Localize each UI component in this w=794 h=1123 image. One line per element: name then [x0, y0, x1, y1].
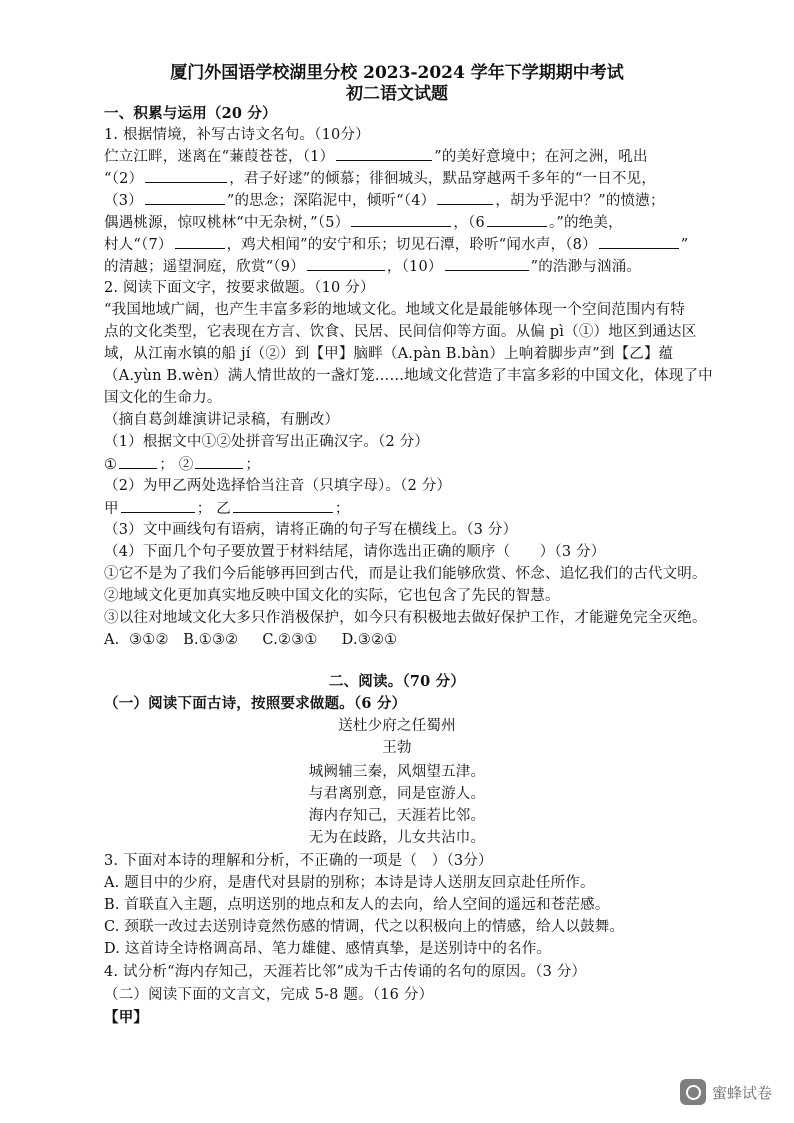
q3-option-c: C. 颈联一改过去送别诗竟然伤感的情调，代之以积极向上的情感，给人以鼓舞。	[104, 919, 625, 935]
text: ，君子好逑”的倾慕；徘徊城头，默品穿越两千多年的“一日不见，	[229, 171, 657, 187]
watermark	[680, 1079, 772, 1105]
text: ”	[680, 237, 689, 253]
text: ； 乙	[196, 501, 231, 517]
question-2-prompt: 2. 阅读下面文字，按要求做题。（10 分）	[104, 280, 375, 296]
poem-line: 海内存知己，天涯若比邻。	[308, 808, 486, 824]
exam-subtitle: 初二语文试题	[346, 84, 448, 104]
answer-blank[interactable]	[145, 190, 225, 205]
answer-blank[interactable]	[599, 234, 679, 249]
text: ；	[245, 457, 261, 473]
answer-blank[interactable]	[233, 498, 333, 513]
q1-line-1	[104, 146, 694, 167]
sub-question-2-answers	[104, 498, 694, 519]
option-sentence: ③以往对地域文化大多只作消极保护，如今只有积极地去做好保护工作，才能避免完全灭绝。	[104, 610, 707, 626]
text: （3）	[104, 193, 143, 209]
text: ，鸡犬相闻”的安宁和乐；切见石潭，聆听“闻水声，（8）	[226, 237, 597, 253]
text: ，（6	[453, 215, 485, 231]
passage-line: 国文化的生命力。	[104, 390, 222, 406]
answer-blank[interactable]	[175, 234, 225, 249]
text: 村人“（7）	[104, 237, 173, 253]
sub-question-4: （4）下面几个句子要放置于材料结尾，请你选出正确的顺序（ ）（3 分）	[104, 544, 606, 560]
text: ①	[104, 457, 118, 473]
answer-blank[interactable]	[437, 190, 493, 205]
bee-logo-icon	[680, 1079, 706, 1105]
text: ”的美好意境中；在河之洲，吼出	[434, 149, 648, 165]
subsection-heading: （二）阅读下面的文言文，完成 5-8 题。（16 分）	[104, 987, 434, 1003]
text: ”的思念；深陷泥中，倾听“（4）	[226, 193, 436, 209]
exam-title: 厦门外国语学校湖里分校 2023-2024 学年下学期期中考试	[170, 63, 624, 83]
answer-blank[interactable]	[487, 212, 547, 227]
answer-blank[interactable]	[119, 454, 157, 469]
passage-line: 点的文化类型，它表现在方言、饮食、民居、民间信仰等方面。从偏 pì（①）地区到通达区	[104, 324, 697, 340]
subsection-heading: （一）阅读下面古诗，按照要求做题。（6 分）	[104, 695, 407, 712]
poem-title: 送杜少府之任蜀州	[338, 718, 456, 734]
section-heading-1: 一、积累与运用（20 分）	[104, 105, 277, 122]
q1-line-6	[104, 256, 694, 277]
q1-line-3	[104, 190, 694, 211]
q1-line-2	[104, 168, 694, 189]
sub-question-1: （1）根据文中①②处拼音写出正确汉字。（2 分）	[104, 434, 430, 450]
poem-author: 王勃	[382, 740, 412, 756]
answer-blank[interactable]	[145, 168, 227, 183]
answer-blank[interactable]	[445, 256, 529, 271]
q1-line-4	[104, 212, 694, 233]
option-sentence: ②地域文化更加真实地反映中国文化的实际，它也包含了先民的智慧。	[104, 588, 560, 604]
question-4: 4. 试分析“海内存知己，天涯若比邻”成为千古传诵的名句的原因。（3 分）	[104, 964, 587, 980]
passage-line: 域，从江南水镇的船 jí（②）到【甲】脑畔（A.pàn B.bàn）上响着脚步声”到【乙】蕴	[104, 346, 674, 362]
text: ”的浩渺与汹涌。	[530, 259, 642, 275]
answer-blank[interactable]	[351, 212, 451, 227]
poem-line: 城阙辅三秦，风烟望五津。	[308, 764, 486, 780]
text: 。”的绝美，	[548, 215, 623, 231]
text: “（2）	[104, 171, 144, 187]
text: 甲	[104, 501, 119, 517]
q3-option-b: B. 首联直入主题，点明送别的地点和友人的去向，给人空间的遥远和苍茫感。	[104, 897, 610, 913]
passage-source: （摘自葛剑雄演讲记录稿，有删改）	[104, 412, 340, 428]
watermark-text: 蜜蜂试卷	[711, 1083, 772, 1102]
question-3: 3. 下面对本诗的理解和分析，不正确的一项是（ ）（3分）	[104, 853, 493, 869]
answer-choices: A. ③①② B.①③② C.②③① D.③②①	[104, 632, 398, 648]
answer-blank[interactable]	[336, 146, 432, 161]
text: 的清越；遥望洞庭，欣赏“（9）	[104, 259, 305, 275]
text: ；	[334, 501, 350, 517]
q3-option-a: A. 题目中的少府，是唐代对县尉的别称；本诗是诗人送朋友回京赴任所作。	[104, 875, 595, 891]
passage-line: “我国地域广阔，也产生丰富多彩的地域文化。地域文化是最能够体现一个空间范围内有特	[104, 302, 685, 318]
q1-line-5	[104, 234, 694, 255]
answer-blank[interactable]	[307, 256, 385, 271]
poem-line: 无为在歧路，儿女共沾巾。	[308, 830, 486, 846]
poem-line: 与君离别意，同是宦游人。	[308, 786, 486, 802]
sub-question-1-answers	[104, 454, 694, 475]
section-heading-2: 二、阅读。（70 分）	[328, 673, 466, 690]
sub-question-2: （2）为甲乙两处选择恰当注音（只填字母）。（2 分）	[104, 478, 452, 494]
question-1-prompt: 1. 根据情境，补写古诗文名句。（10分）	[104, 127, 370, 143]
text: ，胡为乎泥中？”的愤懑；	[495, 193, 665, 209]
answer-blank[interactable]	[121, 498, 195, 513]
passage-line: （A.yùn B.wèn）满人情世故的一盏灯笼……地域文化营造了丰富多彩的中国文化，体现了中	[104, 368, 713, 384]
text: ； ②	[159, 457, 194, 473]
option-sentence: ①它不是为了我们今后能够再回到古代，而是让我们能够欣赏、怀念、追忆我们的古代文明。	[104, 566, 707, 582]
text: 偶遇桃源，惊叹桃林“中无杂树，”（5）	[104, 215, 350, 231]
passage-label-jia: 【甲】	[104, 1009, 149, 1026]
text: ，（10）	[386, 259, 443, 275]
text: 伫立江畔，迷离在“蒹葭苍苍，（1）	[104, 149, 335, 165]
answer-blank[interactable]	[195, 454, 243, 469]
q3-option-d: D. 这首诗全诗格调高昂、笔力雄健、感情真挚，是送别诗中的名作。	[104, 941, 552, 957]
sub-question-3: （3）文中画线句有语病，请将正确的句子写在横线上。（3 分）	[104, 522, 518, 538]
